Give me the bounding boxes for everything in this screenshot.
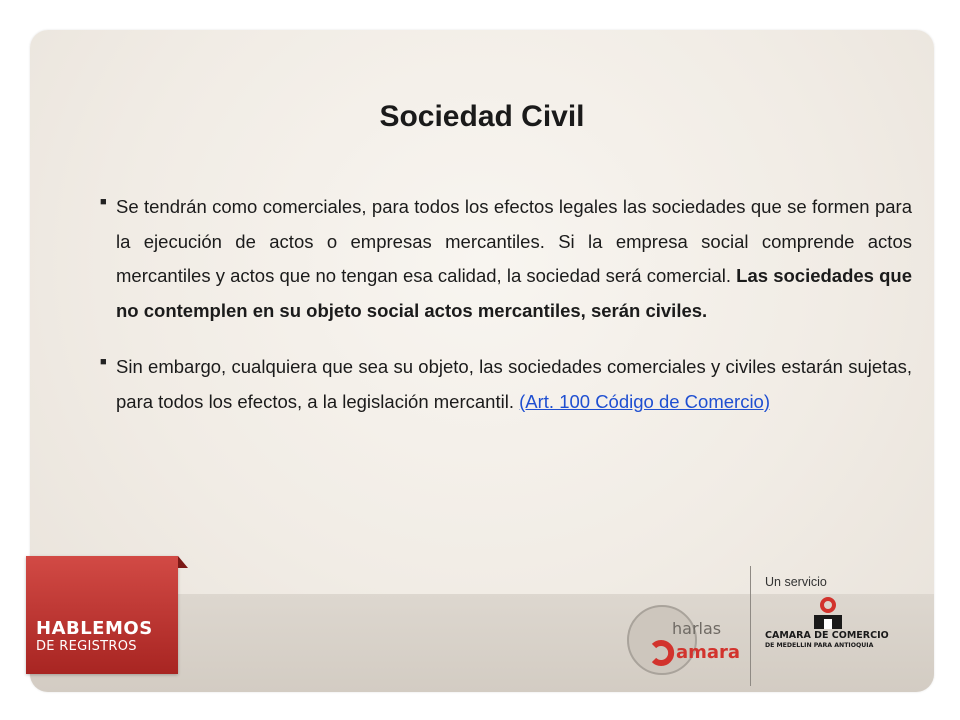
ribbon-title: HABLEMOS xyxy=(36,618,153,639)
hablemos-ribbon xyxy=(26,556,178,674)
article-reference-link[interactable]: (Art. 100 Código de Comercio) xyxy=(519,390,770,412)
charlas-bottom-text: amara xyxy=(676,642,741,663)
footer-divider xyxy=(750,566,751,686)
servicio-label: Un servicio xyxy=(765,575,827,589)
square-bullet-icon: ■ xyxy=(100,356,107,368)
cc-name: CAMARA DE COMERCIO xyxy=(765,630,889,641)
bullet-text: Se tendrán como comerciales, para todos los efectos legales las sociedades que se formen para la ejecución de actos o empresas mercantiles. Si la empresa social comprende actos mercantiles y actos que no tengan esa calidad, la sociedad será comercial. xyxy=(116,196,912,286)
charlas-top-text: harlas xyxy=(672,619,722,638)
ribbon-fold xyxy=(178,556,188,568)
bullet-list xyxy=(100,190,912,441)
camara-comercio-logo-icon xyxy=(800,595,860,635)
camara-comercio-text xyxy=(765,630,905,650)
hablemos-logo-text xyxy=(36,620,176,656)
square-bullet-icon: ■ xyxy=(100,196,107,208)
bullet-text: Sin embargo, cualquiera que sea su objeto, las sociedades comerciales y civiles estarán sujetas, para todos los efectos, a la legislación mercantil. xyxy=(116,356,912,412)
ribbon-subtitle: DE REGISTROS xyxy=(36,639,137,654)
slide-title: Sociedad Civil xyxy=(379,100,585,133)
bullet-item xyxy=(100,350,912,419)
bullet-item xyxy=(100,190,912,328)
cc-subtitle: DE MEDELLIN PARA ANTIOQUIA xyxy=(765,642,874,649)
charlas-camara-logo xyxy=(620,600,750,680)
bullet-emphasis: Las sociedades que no contemplen en su objeto social actos mercantiles, serán civiles. xyxy=(116,265,913,321)
